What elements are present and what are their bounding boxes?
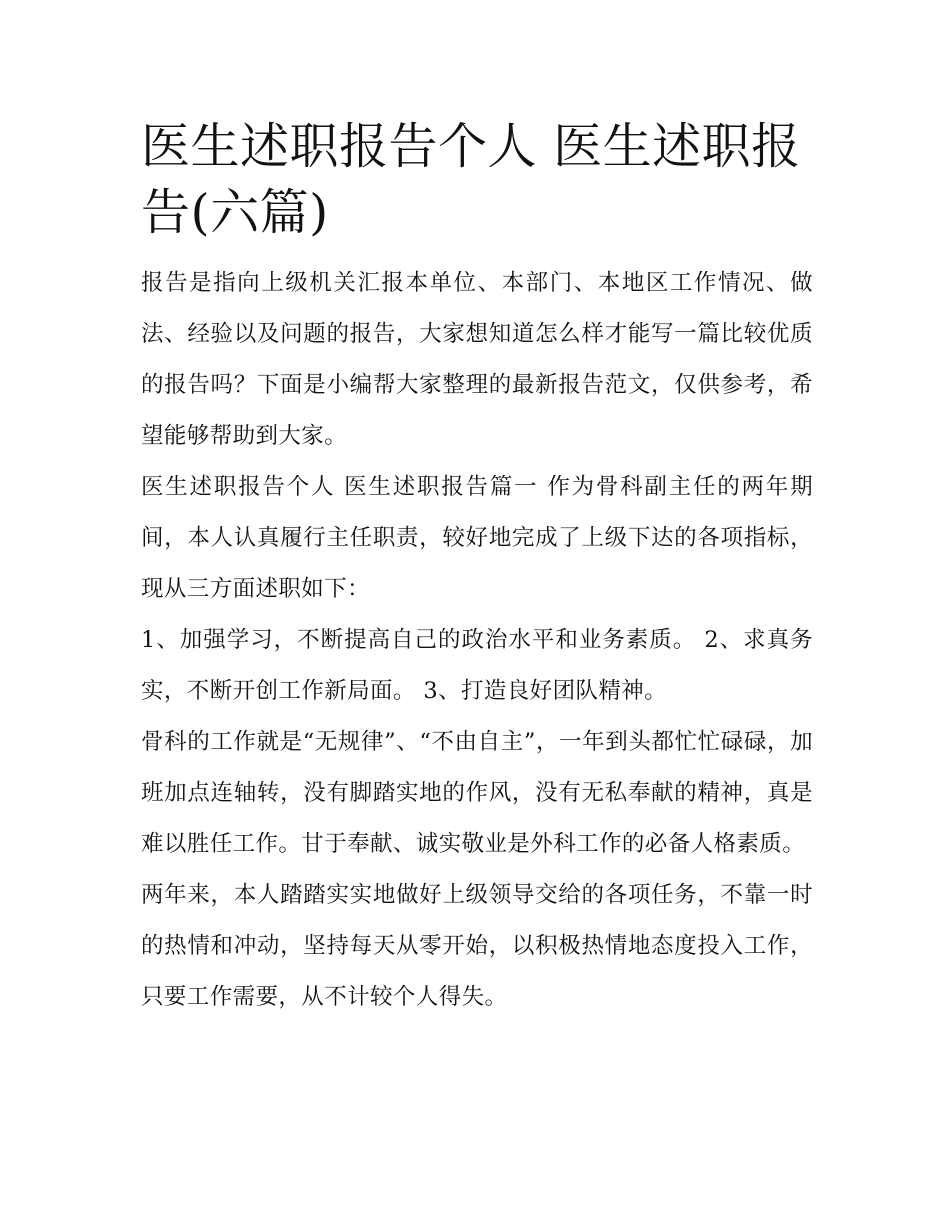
document-title: 医生述职报告个人 医生述职报告(六篇) (141, 118, 801, 241)
paragraph-intro: 报告是指向上级机关汇报本单位、本部门、本地区工作情况、做法、经验以及问题的报告，大家想知道怎么样才能写一篇比较优质的报告吗？下面是小编帮大家整理的最新报告范文，仅供参考，希望能够帮助到大家。 (141, 270, 813, 449)
document-body (141, 114, 813, 1023)
paragraph-key-points: 1、加强学习，不断提高自己的政治水平和业务素质。 2、求真务实，不断开创工作新局面。 3、打造良好团队精神。 (141, 627, 813, 704)
paragraph-orthopedics-work: 骨科的工作就是“无规律”、“不由自主”，一年到头都忙忙碌碌，加班加点连轴转，没有脚踏实地的作风，没有无私奉献的精神，真是难以胜任工作。甘于奉献、诚实敬业是外科工作的必备人格素质。 (141, 729, 813, 857)
paragraph-two-years: 两年来，本人踏踏实实地做好上级领导交给的各项任务，不靠一时的热情和冲动，坚持每天从零开始，以积极热情地态度投入工作，只要工作需要，从不计较个人得失。 (141, 882, 813, 1010)
paragraph-section-one: 医生述职报告个人 医生述职报告篇一 作为骨科副主任的两年期间，本人认真履行主任职责，较好地完成了上级下达的各项指标，现从三方面述职如下： (141, 474, 813, 602)
